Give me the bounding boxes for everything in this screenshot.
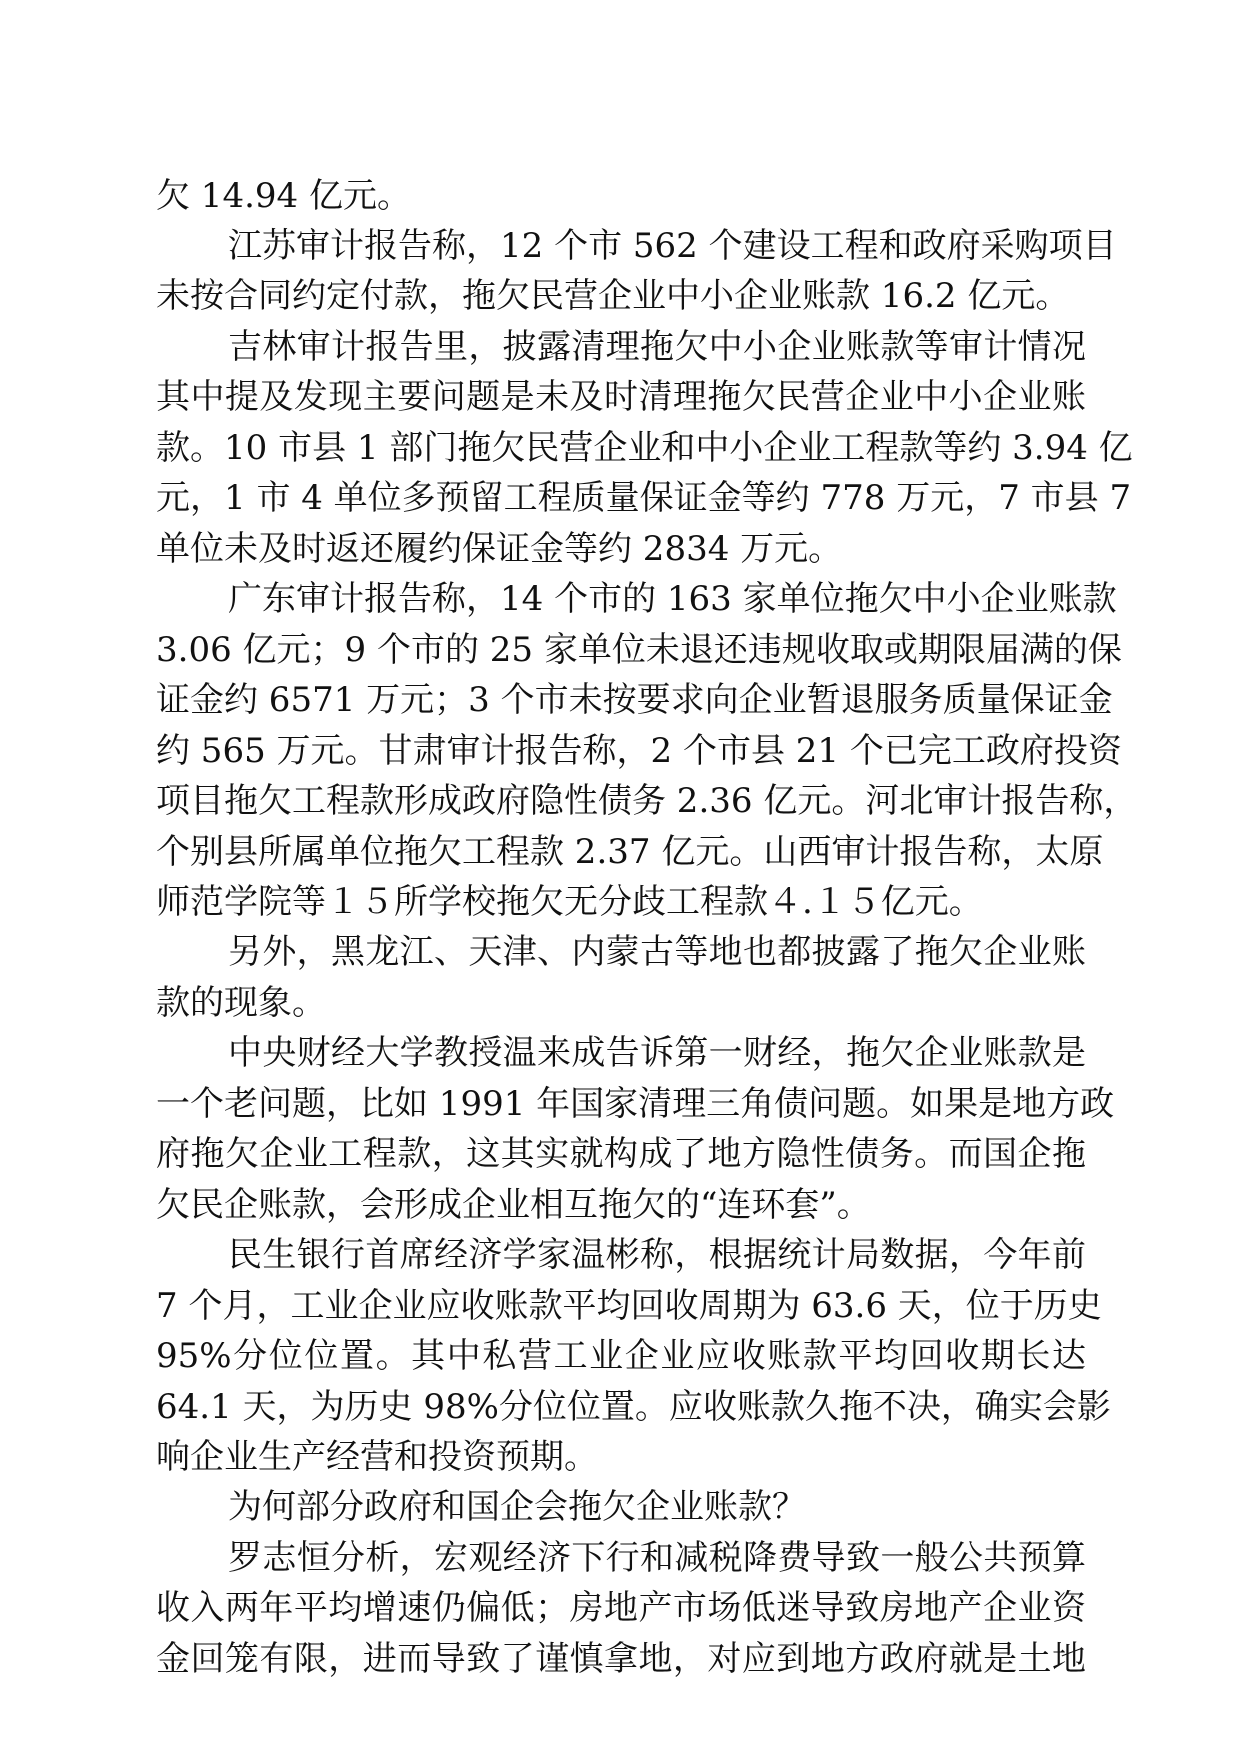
text-line: 金回笼有限，进而导致了谨慎拿地，对应到地方政府就是土地 bbox=[156, 1639, 1086, 1679]
text-line: 欠民企账款，会形成企业相互拖欠的“连环套”。 bbox=[156, 1185, 871, 1225]
text-line: 响企业生产经营和投资预期。 bbox=[156, 1437, 598, 1477]
text-line: 95%分位位置。其中私营工业企业应收账款平均回收期长达 bbox=[156, 1336, 1086, 1376]
paragraph-start-line: 民生银行首席经济学家温彬称，根据统计局数据，今年前 bbox=[228, 1235, 1086, 1275]
text-line: 单位未及时返还履约保证金等约 2834 万元。 bbox=[156, 529, 843, 569]
text-line: 款。10 市县 1 部门拖欠民营企业和中小企业工程款等约 3.94 亿 bbox=[156, 428, 1133, 468]
paragraph-start-line: 罗志恒分析，宏观经济下行和减税降费导致一般公共预算 bbox=[228, 1538, 1086, 1578]
text-line: 一个老问题，比如 1991 年国家清理三角债问题。如果是地方政 bbox=[156, 1084, 1115, 1124]
paragraph-start-line: 江苏审计报告称，12 个市 562 个建设工程和政府采购项目 bbox=[228, 226, 1117, 266]
text-line: 项目拖欠工程款形成政府隐性债务 2.36 亿元。河北审计报告称， bbox=[156, 781, 1138, 821]
text-line: 元，1 市 4 单位多预留工程质量保证金等约 778 万元，7 市县 7 bbox=[156, 478, 1132, 518]
text-line: 7 个月，工业企业应收账款平均回收周期为 63.6 天，位于历史 bbox=[156, 1286, 1102, 1326]
paragraph-start-line: 广东审计报告称，14 个市的 163 家单位拖欠中小企业账款 bbox=[228, 579, 1117, 619]
text-line: 约 565 万元。甘肃审计报告称，2 个市县 21 个已完工政府投资 bbox=[156, 731, 1122, 771]
text-line: 3.06 亿元；9 个市的 25 家单位未退还违规收取或期限届满的保 bbox=[156, 630, 1122, 670]
text-line: 款的现象。 bbox=[156, 983, 326, 1023]
text-line: 个别县所属单位拖欠工程款 2.37 亿元。山西审计报告称，太原 bbox=[156, 832, 1104, 872]
text-line: 师范学院等１５所学校拖欠无分歧工程款４.１５亿元。 bbox=[156, 882, 983, 922]
paragraph-start-line: 中央财经大学教授温来成告诉第一财经，拖欠企业账款是 bbox=[228, 1033, 1086, 1073]
text-line: 其中提及发现主要问题是未及时清理拖欠民营企业中小企业账 bbox=[156, 377, 1086, 417]
text-line: 收入两年平均增速仍偏低；房地产市场低迷导致房地产企业资 bbox=[156, 1588, 1086, 1628]
text-line: 府拖欠企业工程款，这其实就构成了地方隐性债务。而国企拖 bbox=[156, 1134, 1086, 1174]
text-line: 64.1 天，为历史 98%分位位置。应收账款久拖不决，确实会影 bbox=[156, 1387, 1111, 1427]
paragraph-start-line: 吉林审计报告里，披露清理拖欠中小企业账款等审计情况 bbox=[228, 327, 1086, 367]
text-line: 证金约 6571 万元；3 个市未按要求向企业暂退服务质量保证金 bbox=[156, 680, 1113, 720]
text-line: 未按合同约定付款，拖欠民营企业中小企业账款 16.2 亿元。 bbox=[156, 276, 1070, 316]
paragraph-start-line: 另外，黑龙江、天津、内蒙古等地也都披露了拖欠企业账 bbox=[228, 932, 1086, 972]
section-question: 为何部分政府和国企会拖欠企业账款？ bbox=[228, 1487, 806, 1527]
text-line: 欠 14.94 亿元。 bbox=[156, 176, 411, 216]
